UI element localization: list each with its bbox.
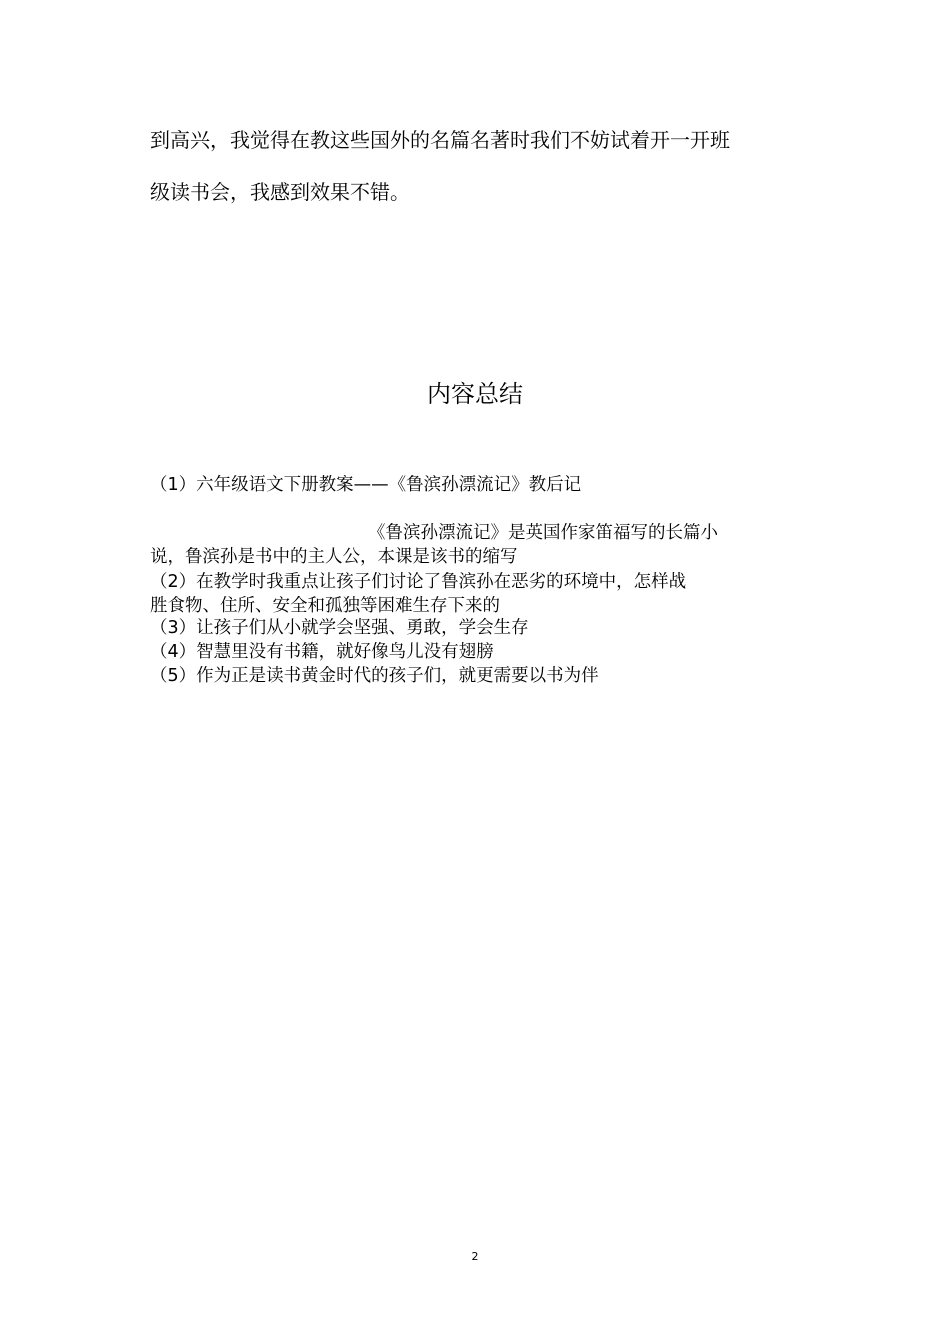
summary-item-2: （2）在教学时我重点让孩子们讨论了鲁滨孙在恶劣的环境中，怎样战 (150, 572, 687, 592)
summary-item-1-detail-continued: 说，鲁滨孙是书中的主人公，本课是该书的缩写 (150, 547, 518, 567)
section-title: 内容总结 (427, 380, 523, 408)
summary-item-4: （4）智慧里没有书籍，就好像鸟儿没有翅膀 (150, 642, 494, 662)
summary-item-5: （5）作为正是读书黄金时代的孩子们，就更需要以书为伴 (150, 666, 599, 686)
summary-item-3: （3）让孩子们从小就学会坚强、勇敢，学会生存 (150, 618, 529, 638)
summary-item-2-continued: 胜食物、住所、安全和孤独等困难生存下来的 (150, 596, 500, 616)
page-number: 2 (471, 1250, 479, 1263)
summary-item-1-detail: 《鲁滨孙漂流记》是英国作家笛福写的长篇小 (368, 523, 718, 543)
body-text-line: 级读书会，我感到效果不错。 (150, 180, 410, 204)
body-text-line: 到高兴，我觉得在教这些国外的名篇名著时我们不妨试着开一开班 (150, 128, 730, 152)
summary-item-1: （1）六年级语文下册教案——《鲁滨孙漂流记》教后记 (150, 475, 582, 495)
